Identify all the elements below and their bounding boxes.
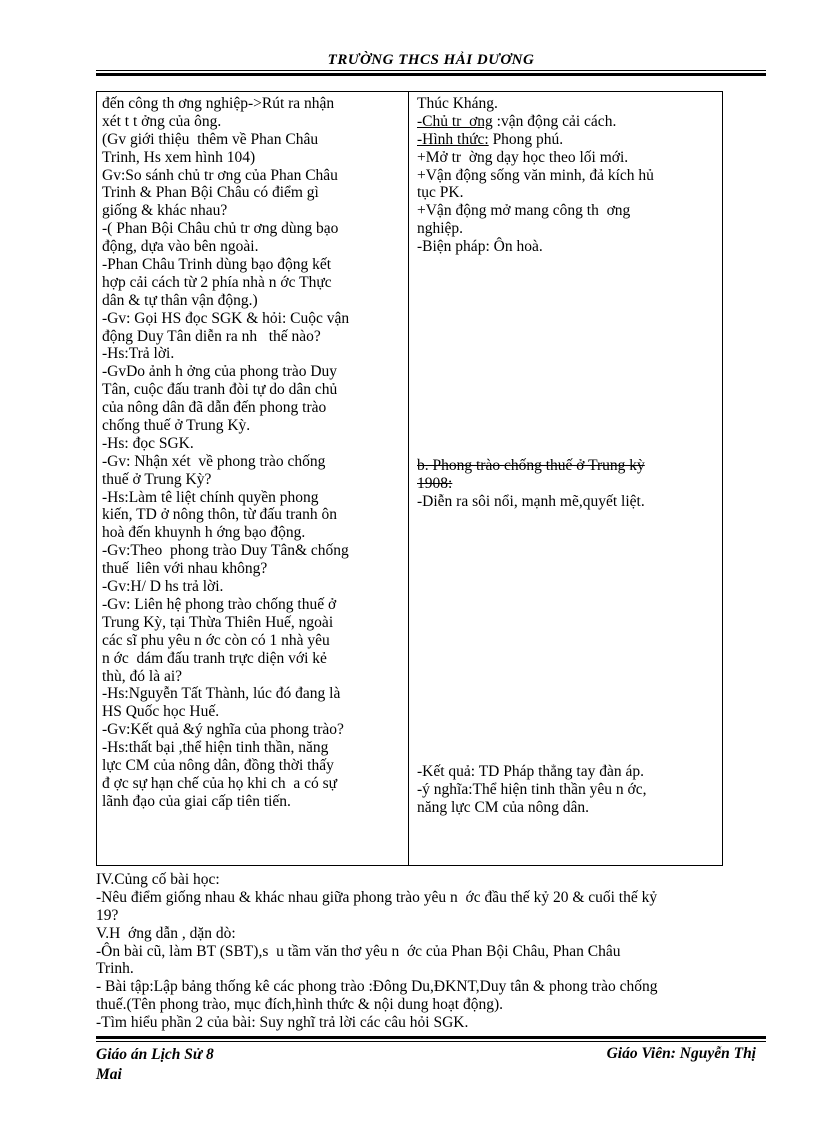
activity-line: -Gv: Nhận xét về phong trào chống [102,452,326,470]
activity-line: chống thuế ở Trung Kỳ. [102,417,251,435]
wrapup-line: -Nêu điểm giống nhau & khác nhau giữa phong trào yêu n ớc đầu thế kỷ 20 & cuối thế kỷ [96,888,658,906]
activity-line: giống & khác nhau? [102,202,228,220]
activity-line: -Hs:Trả lời. [102,345,175,363]
activity-line: động Duy Tân diễn ra nh thế nào? [102,327,321,345]
activity-line: -Gv:Theo phong trào Duy Tân& chống [102,542,349,560]
activity-line: -Gv: Liên hệ phong trào chống thuế ở [102,595,337,613]
activity-line: các sĩ phu yêu n ớc còn có 1 nhà yêu [102,631,330,649]
activity-line: -Hs:Làm tê liệt chính quyền phong [102,488,319,506]
activity-line: HS Quốc học Huế. [102,703,220,721]
form-label: -Hình thức: [417,130,489,148]
wrapup-line: - Bài tập:Lập bảng thống kê các phong trào :Đông Du,ĐKNT,Duy tân & phong trào chống [96,978,658,996]
activity-line: thuế liên với nhau không? [102,560,268,578]
activity-line: lãnh đạo của giai cấp tiên tiến. [102,792,291,810]
activity-line: hoà đến khuynh h ớng bạo động. [102,524,306,542]
content-line: -Diễn ra sôi nổi, mạnh mẽ,quyết liệt. [417,492,645,510]
activity-line: Trinh & Phan Bội Châu có điểm gì [102,184,319,202]
activity-line: -GvDo ảnh h ởng của phong trào Duy [102,363,338,381]
teacher-student-activities [102,95,402,811]
policy-label: -Chủ tr ơng [417,112,493,130]
activity-line: -Hs: đọc SGK. [102,434,194,452]
wrapup-line: thuế.(Tên phong trào, mục đích,hình thức & nội dung hoạt động). [96,996,504,1014]
content-line [417,113,717,131]
school-title: TRƯỜNG THCS HẢI DƯƠNG [327,52,535,68]
activity-line: (Gv giới thiệu thêm về Phan Châu [102,130,319,148]
activity-line: Trung Kỳ, tại Thừa Thiên Huế, ngoài [102,613,334,631]
content-line: +Mở tr ờng dạy học theo lối mới. [417,148,629,166]
activity-line: dân & tự thân vận động.) [102,291,258,309]
reform-movement-summary [417,95,717,256]
wrapup-line: Trinh. [96,960,134,978]
result-meaning-section [417,763,717,817]
content-line: -ý nghĩa:Thể hiện tinh thần yêu n ớc, [417,780,647,798]
activity-line: đ ợc sự hạn chế của họ khi ch a có sự [102,774,338,792]
activity-line: của nông dân đã dẫn đến phong trào [102,399,327,417]
activity-line: Gv:So sánh chủ tr ơng của Phan Châu [102,166,338,184]
column-divider [408,92,409,865]
policy-text: :vận động cải cách. [492,112,617,130]
tax-protest-section [417,457,717,511]
activity-line: thù, đó là ai? [102,667,183,685]
content-line: +Vận động mở mang công th ơng [417,202,631,220]
activity-line: -Gv:Kết quả &ý nghĩa của phong trào? [102,721,344,739]
footer-rule-thin [96,1041,766,1042]
section-heading: 1908: [417,474,453,492]
header-rule-thin [96,70,766,71]
activity-line: động, dựa vào bên ngoài. [102,238,259,256]
activity-line: xét t t ởng của ông. [102,112,222,130]
activity-line: -Gv:H/ D hs trả lời. [102,578,224,596]
footer-subject [96,1045,214,1085]
activity-line: -Phan Châu Trinh dùng bạo động kết [102,256,332,274]
content-line [417,131,717,149]
content-line: Thúc Kháng. [417,95,498,112]
lesson-content [417,95,717,816]
activity-line: -Hs:thất bại ,thể hiện tinh thần, năng [102,739,329,757]
header-rule-thick [96,73,766,76]
footer-teacher: Giáo Viên: Nguyễn Thị [606,1045,756,1062]
wrapup-line: -Tìm hiểu phần 2 của bài: Suy nghĩ trả lời các câu hỏi SGK. [96,1014,469,1032]
wrapup-line: IV.Củng cố bài học: [96,871,220,888]
wrapup-line: V.H ớng dẫn , dặn dò: [96,924,236,942]
content-line: tục PK. [417,184,464,202]
content-line: năng lực CM của nông dân. [417,798,589,816]
activity-line: Tân, cuộc đấu tranh đòi tự do dân chủ [102,381,338,399]
activity-line: hợp cải cách từ 2 phía nhà n ớc Thực [102,273,332,291]
footer-teacher-name-continuation: Mai [96,1066,122,1083]
content-line: +Vận động sống văn minh, đả kích hủ [417,166,654,184]
activity-line: Trinh, Hs xem hình 104) [102,148,256,166]
activity-line: -Hs:Nguyễn Tất Thành, lúc đó đang là [102,685,341,703]
activity-line: kiến, TD ở nông thôn, từ đấu tranh ôn [102,506,338,524]
content-line: nghiệp. [417,220,464,238]
activity-line: -( Phan Bội Châu chủ tr ơng dùng bạo [102,220,339,238]
activity-line: -Gv: Gọi HS đọc SGK & hỏi: Cuộc vận [102,309,350,327]
activity-line: thuế ở Trung Kỳ? [102,470,212,488]
content-line: -Kết quả: TD Pháp thẳng tay đàn áp. [417,763,644,780]
footer-subject-line: Giáo án Lịch Sử 8 [96,1046,214,1063]
section-heading: b. Phong trào chống thuế ở Trung kỳ [417,457,645,474]
wrapup-line: -Ôn bài cũ, làm BT (SBT),s u tầm văn thơ yêu n ớc của Phan Bội Châu, Phan Châu [96,942,621,960]
lesson-wrapup [96,871,771,1032]
form-text: Phong phú. [488,130,564,148]
lesson-table [96,91,723,866]
content-line: -Biện pháp: Ôn hoà. [417,238,543,256]
activity-line: lực CM của nông dân, đồng thời thấy [102,756,334,774]
activity-line: n ớc dám đấu tranh trực diện với kẻ [102,649,327,667]
activity-line: đến công th ơng nghiệp->Rút ra nhận [102,95,335,112]
wrapup-line: 19? [96,906,119,924]
footer-rule-thick [96,1036,766,1039]
